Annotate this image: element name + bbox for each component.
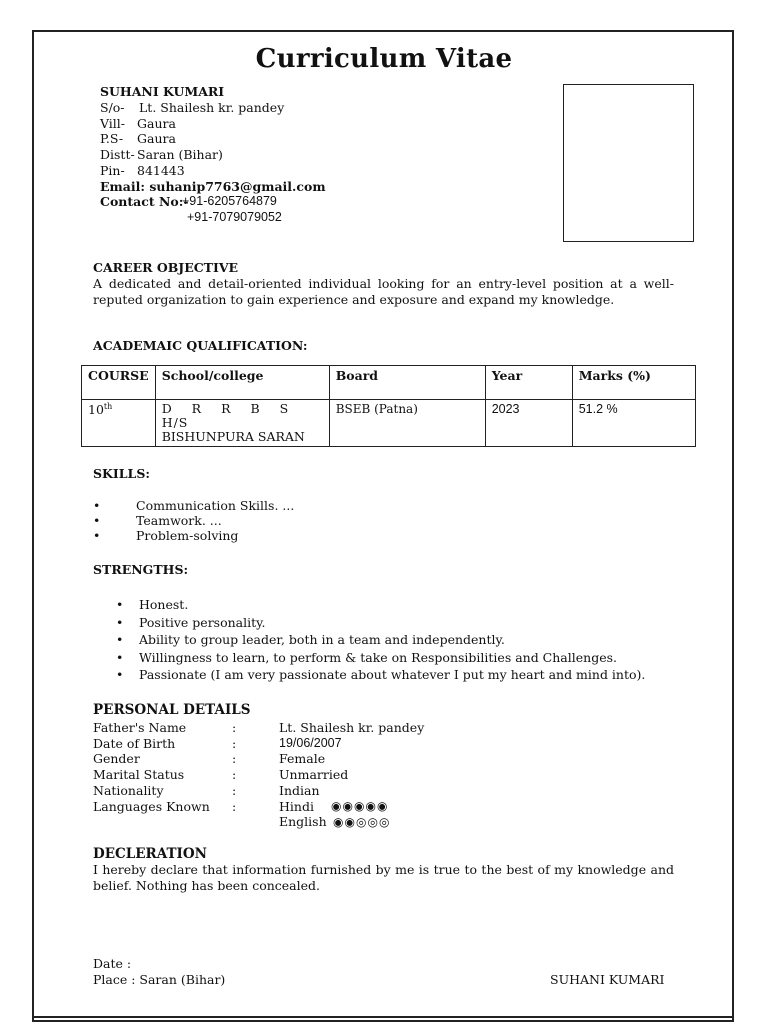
- th-year: Year: [485, 366, 572, 400]
- so-label: S/o-: [100, 100, 125, 115]
- th-board: Board: [329, 366, 485, 400]
- rating-icons-hindi: [331, 799, 388, 813]
- rating-icons-english: [333, 815, 390, 829]
- document-title: Curriculum Vitae: [255, 44, 513, 74]
- filled-circle-icon: ◉: [344, 815, 356, 829]
- ps-value: Gaura: [137, 131, 176, 146]
- marital-value: Unmarried: [279, 767, 349, 782]
- language-hindi: Hindi: [279, 799, 314, 814]
- empty-circle-icon: ◎: [355, 815, 368, 829]
- th-marks: Marks (%): [572, 366, 695, 400]
- th-course: COURSE: [82, 366, 156, 400]
- separator: :: [232, 767, 237, 782]
- place-line: Place : Saran (Bihar): [93, 972, 226, 987]
- so-value: Lt. Shailesh kr. pandey: [139, 100, 285, 115]
- pin-value: 841443: [137, 163, 185, 178]
- date-line: Date :: [93, 956, 132, 971]
- phone-2: +91-7079079052: [187, 210, 282, 224]
- marital-label: Marital Status: [93, 767, 185, 782]
- gender-label: Gender: [93, 751, 140, 766]
- declaration-text: I hereby declare that information furnished by me is true to the best of my knowledge and belief. Nothing has been concealed.: [93, 862, 674, 893]
- filled-circle-icon: ◉: [376, 799, 389, 813]
- ps-label: P.S-: [100, 131, 124, 146]
- languages-label: Languages Known: [93, 799, 210, 814]
- distt-label: Distt-: [100, 147, 135, 162]
- photo-placeholder: [563, 84, 694, 242]
- father-name-label: Father's Name: [93, 720, 187, 735]
- cell-school: [155, 400, 329, 447]
- cell-marks: 51.2 %: [572, 400, 695, 447]
- father-name-value: Lt. Shailesh kr. pandey: [279, 720, 425, 735]
- career-text: A dedicated and detail-oriented individual looking for an entry-level position at a well-reputed organization to gain experience and exposure and expand my knowledge.: [93, 276, 674, 307]
- gender-value: Female: [279, 751, 326, 766]
- school-line-1: D R R B S H/S: [161, 401, 290, 430]
- distt-value: Saran (Bihar): [137, 147, 223, 162]
- page-border-bottom: [32, 1016, 734, 1018]
- filled-circle-icon: ◉: [342, 799, 354, 813]
- contact-label: Contact No:-: [100, 194, 189, 209]
- candidate-name: SUHANI KUMARI: [100, 84, 225, 99]
- academic-table: [81, 365, 696, 447]
- academic-heading: ACADEMAIC QUALIFICATION:: [93, 338, 308, 353]
- separator: :: [232, 751, 237, 766]
- personal-heading: PERSONAL DETAILS: [93, 702, 251, 718]
- email-line: Email: suhanip7763@gmail.com: [100, 179, 326, 194]
- dob-value: 19/06/2007: [279, 736, 342, 750]
- separator: :: [232, 736, 237, 751]
- cell-board: BSEB (Patna): [329, 400, 485, 447]
- school-line-2: BISHUNPURA SARAN: [161, 429, 305, 444]
- dob-label: Date of Birth: [93, 736, 176, 751]
- declaration-heading: DECLERATION: [93, 846, 207, 862]
- pin-label: Pin-: [100, 163, 125, 178]
- cell-year: 2023: [485, 400, 572, 447]
- cell-course: 10th: [82, 400, 156, 447]
- table-header-row: [82, 366, 696, 400]
- empty-circle-icon: ◎: [367, 815, 379, 829]
- separator: :: [232, 720, 237, 735]
- filled-circle-icon: ◉: [333, 815, 345, 829]
- vill-value: Gaura: [137, 116, 176, 131]
- career-heading: CAREER OBJECTIVE: [93, 260, 239, 275]
- separator: :: [232, 783, 237, 798]
- nationality-label: Nationality: [93, 783, 164, 798]
- signature-name: SUHANI KUMARI: [550, 972, 665, 987]
- nationality-value: Indian: [279, 783, 320, 798]
- th-school: School/college: [155, 366, 329, 400]
- filled-circle-icon: ◉: [353, 799, 366, 813]
- empty-circle-icon: ◎: [378, 815, 391, 829]
- language-english: English: [279, 814, 327, 829]
- skills-heading: SKILLS:: [93, 466, 150, 481]
- filled-circle-icon: ◉: [365, 799, 377, 813]
- table-row: [82, 400, 696, 447]
- separator: :: [232, 799, 237, 814]
- filled-circle-icon: ◉: [331, 799, 343, 813]
- phone-1: +91-6205764879: [182, 194, 277, 208]
- vill-label: Vill-: [100, 116, 126, 131]
- strengths-heading: STRENGTHS:: [93, 562, 189, 577]
